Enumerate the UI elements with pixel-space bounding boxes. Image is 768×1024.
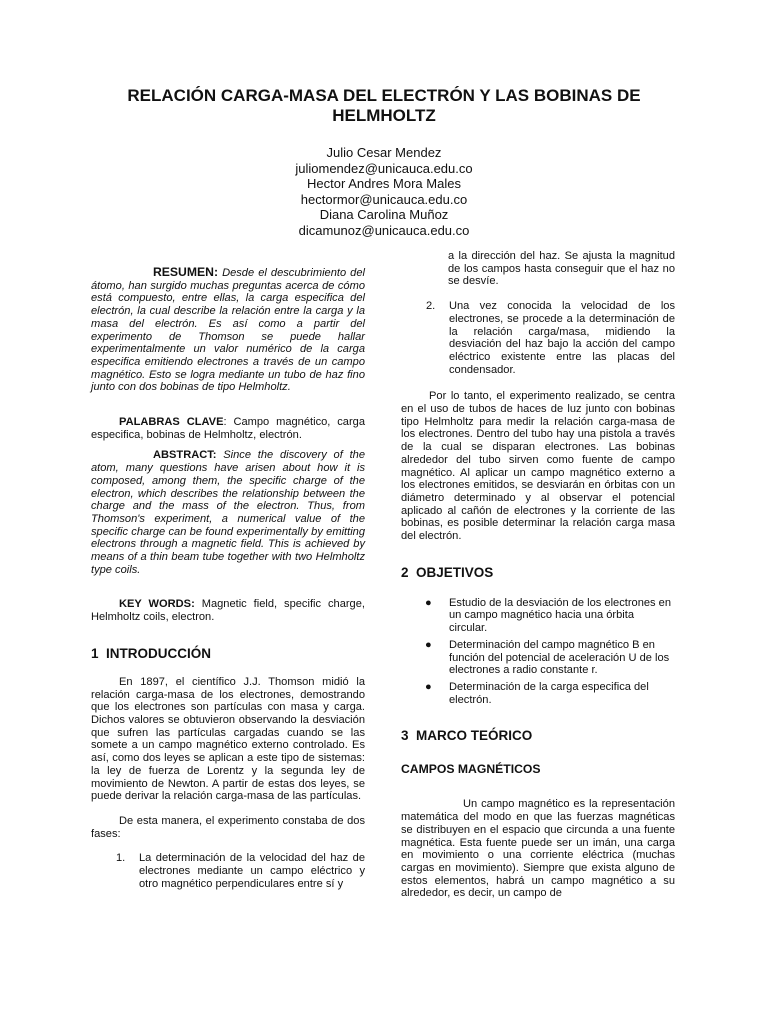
resumen-text: Desde el descubrimiento del átomo, han surgido muchas preguntas acerca de cómo está compuesto, entre ellas, la carga especifica del electrón, la cual describe la relación entre la carga y la masa del electrón. Es así como a partir del experimento de Thomson se puede hallar experimentalmente un valor numérico de la carga especifica emitiendo electrones a través de un campo magnético. Esto se logra mediante un tubo de haz fino junto con dos bobinas de tipo Helmholtz. [91,267,365,394]
subsection-heading: CAMPOS MAGNÉTICOS [401,762,541,777]
list-item-text: La determinación de la velocidad del haz de electrones mediante un campo eléctrico y otro magnético perpendiculares entre sí y [139,852,365,890]
author-email: hectormor@unicauca.edu.co [300,191,468,207]
right-column [401,250,675,900]
list-number: 2. [426,300,436,313]
left-column [91,262,365,890]
abstract-text: Since the discovery of the atom, many questions have arisen about how it is composed, among them, the specific charge of the electron, which describes the relationship between the charge and the mass of the electron. Thus, from Thomson's experiment, a numerical value of the specific charge can be found experimentally by emitting electrons through a magnetic field. This is achieved by means of a thin beam tube together with two Helmholtz type coils. [91,449,365,576]
list-item [401,597,675,635]
author-email: juliomendez@unicauca.edu.co [295,160,473,176]
intro-paragraph-2: De esta manera, el experimento constaba de dos fases: [91,814,365,840]
section-title: MARCO TEÓRICO [416,728,533,744]
list-item [401,681,675,706]
section-heading-objetivos [401,565,675,581]
section-number: 1 [91,645,99,661]
section-number: 3 [401,728,409,744]
author-name: Diana Carolina Muñoz [319,207,449,223]
section-title: OBJETIVOS [416,564,494,580]
section-heading-marco-teorico [401,728,675,744]
list-item [401,300,675,376]
author-name: Hector Andres Mora Males [307,176,461,192]
abstract-paragraph [91,449,365,576]
palabras-clave-text: : Campo magnético, carga especifica, bobinas de Helmholtz, electrón. [91,416,366,441]
intro-paragraph-3: Por lo tanto, el experimento realizado, se centra en el uso de tubos de haces de luz junto con bobinas tipo Helmholtz para medir la relación carga-masa de los electrones. Dentro del tubo hay una pistola a través de la cual se disparan electrones. Las bobinas alrededor del tubo sirven como fuente de campo magnético. Al aplicar un campo magnético externo a los electrones emitidos, se desviarán en órbitas con un diámetro determinado y al observar el potencial aplicado al cañón de electrones y la corriente de las bobinas, es posible determinar la relación carga masa del electrón. [401,390,675,543]
list-item [91,852,365,890]
list-item-text: Determinación del campo magnético B en función del potencial de aceleración U de los electrones a radio constante r. [449,638,670,677]
list-item-text: Una vez conocida la velocidad de los electrones, se procede a la determinación de la relación carga/masa, midiendo la desviación del haz bajo la acción del campo eléctrico existente entre las placas del condensador. [449,300,675,376]
paper-title: RELACIÓN CARGA-MASA DEL ELECTRÓN Y LAS BOBINAS DE HELMHOLTZ [127,86,641,125]
section-heading-introduccion [91,646,365,662]
bullet-icon: ● [425,596,432,609]
list-item-text: Estudio de la desviación de los electrones en un campo magnético hacia una órbita circular. [449,596,672,635]
intro-paragraph-1: En 1897, el científico J.J. Thomson midió la relación carga-masa de los electrones, demostrando que los electrones son partículas con masa y carga. Dichos valores se obtuvieron observando la desviación que sufren las partículas cargadas cuando se las somete a un campo magnético externo controlado. Es así, como dos leyes se aplican a este tipo de sistemas: la ley de fuerza de Lorentz y la segunda ley de movimiento de Newton. A partir de estas dos leyes, se puede derivar la relación carga-masa de las partículas. [91,675,365,803]
list-number: 1. [116,852,126,865]
list-item [401,639,675,677]
palabras-clave-paragraph [91,416,365,441]
section-number: 2 [401,564,409,580]
list-item-text: Determinación de la carga especifica del electrón. [449,680,649,706]
phase-list-continued [401,300,675,376]
key-words-label: KEY WORDS: [119,598,195,611]
section-title: INTRODUCCIÓN [106,645,211,661]
marco-paragraph-1: Un campo magnético es la representación matemática del modo en que las fuerzas magnéticas se distribuyen en el espacio que circunda a una fuente magnética. Esta fuente puede ser un imán, una carga en movimiento o una corriente eléctrica (muchas cargas en movimiento). Siempre que exista alguno de estos elementos, habrá un campo magnético a su alrededor, es decir, un campo de [401,798,675,900]
author-name: Julio Cesar Mendez [326,145,442,160]
palabras-clave-label: PALABRAS CLAVE [119,416,224,429]
abstract-label: ABSTRACT: [153,449,217,462]
objectives-list [401,597,675,707]
phase-list [91,852,365,890]
resumen-paragraph [91,266,365,394]
list-item-continuation: a la dirección del haz. Se ajusta la magnitud de los campos hasta conseguir que el haz no se desvíe. [448,250,675,288]
resumen-label: RESUMEN: [153,265,219,279]
bullet-icon: ● [425,680,432,693]
bullet-icon: ● [425,638,432,651]
author-block [184,145,584,239]
key-words-text: Magnetic field, specific charge, Helmholtz coils, electron. [91,598,365,624]
author-email: dicamunoz@unicauca.edu.co [298,222,470,238]
key-words-paragraph [91,598,365,623]
